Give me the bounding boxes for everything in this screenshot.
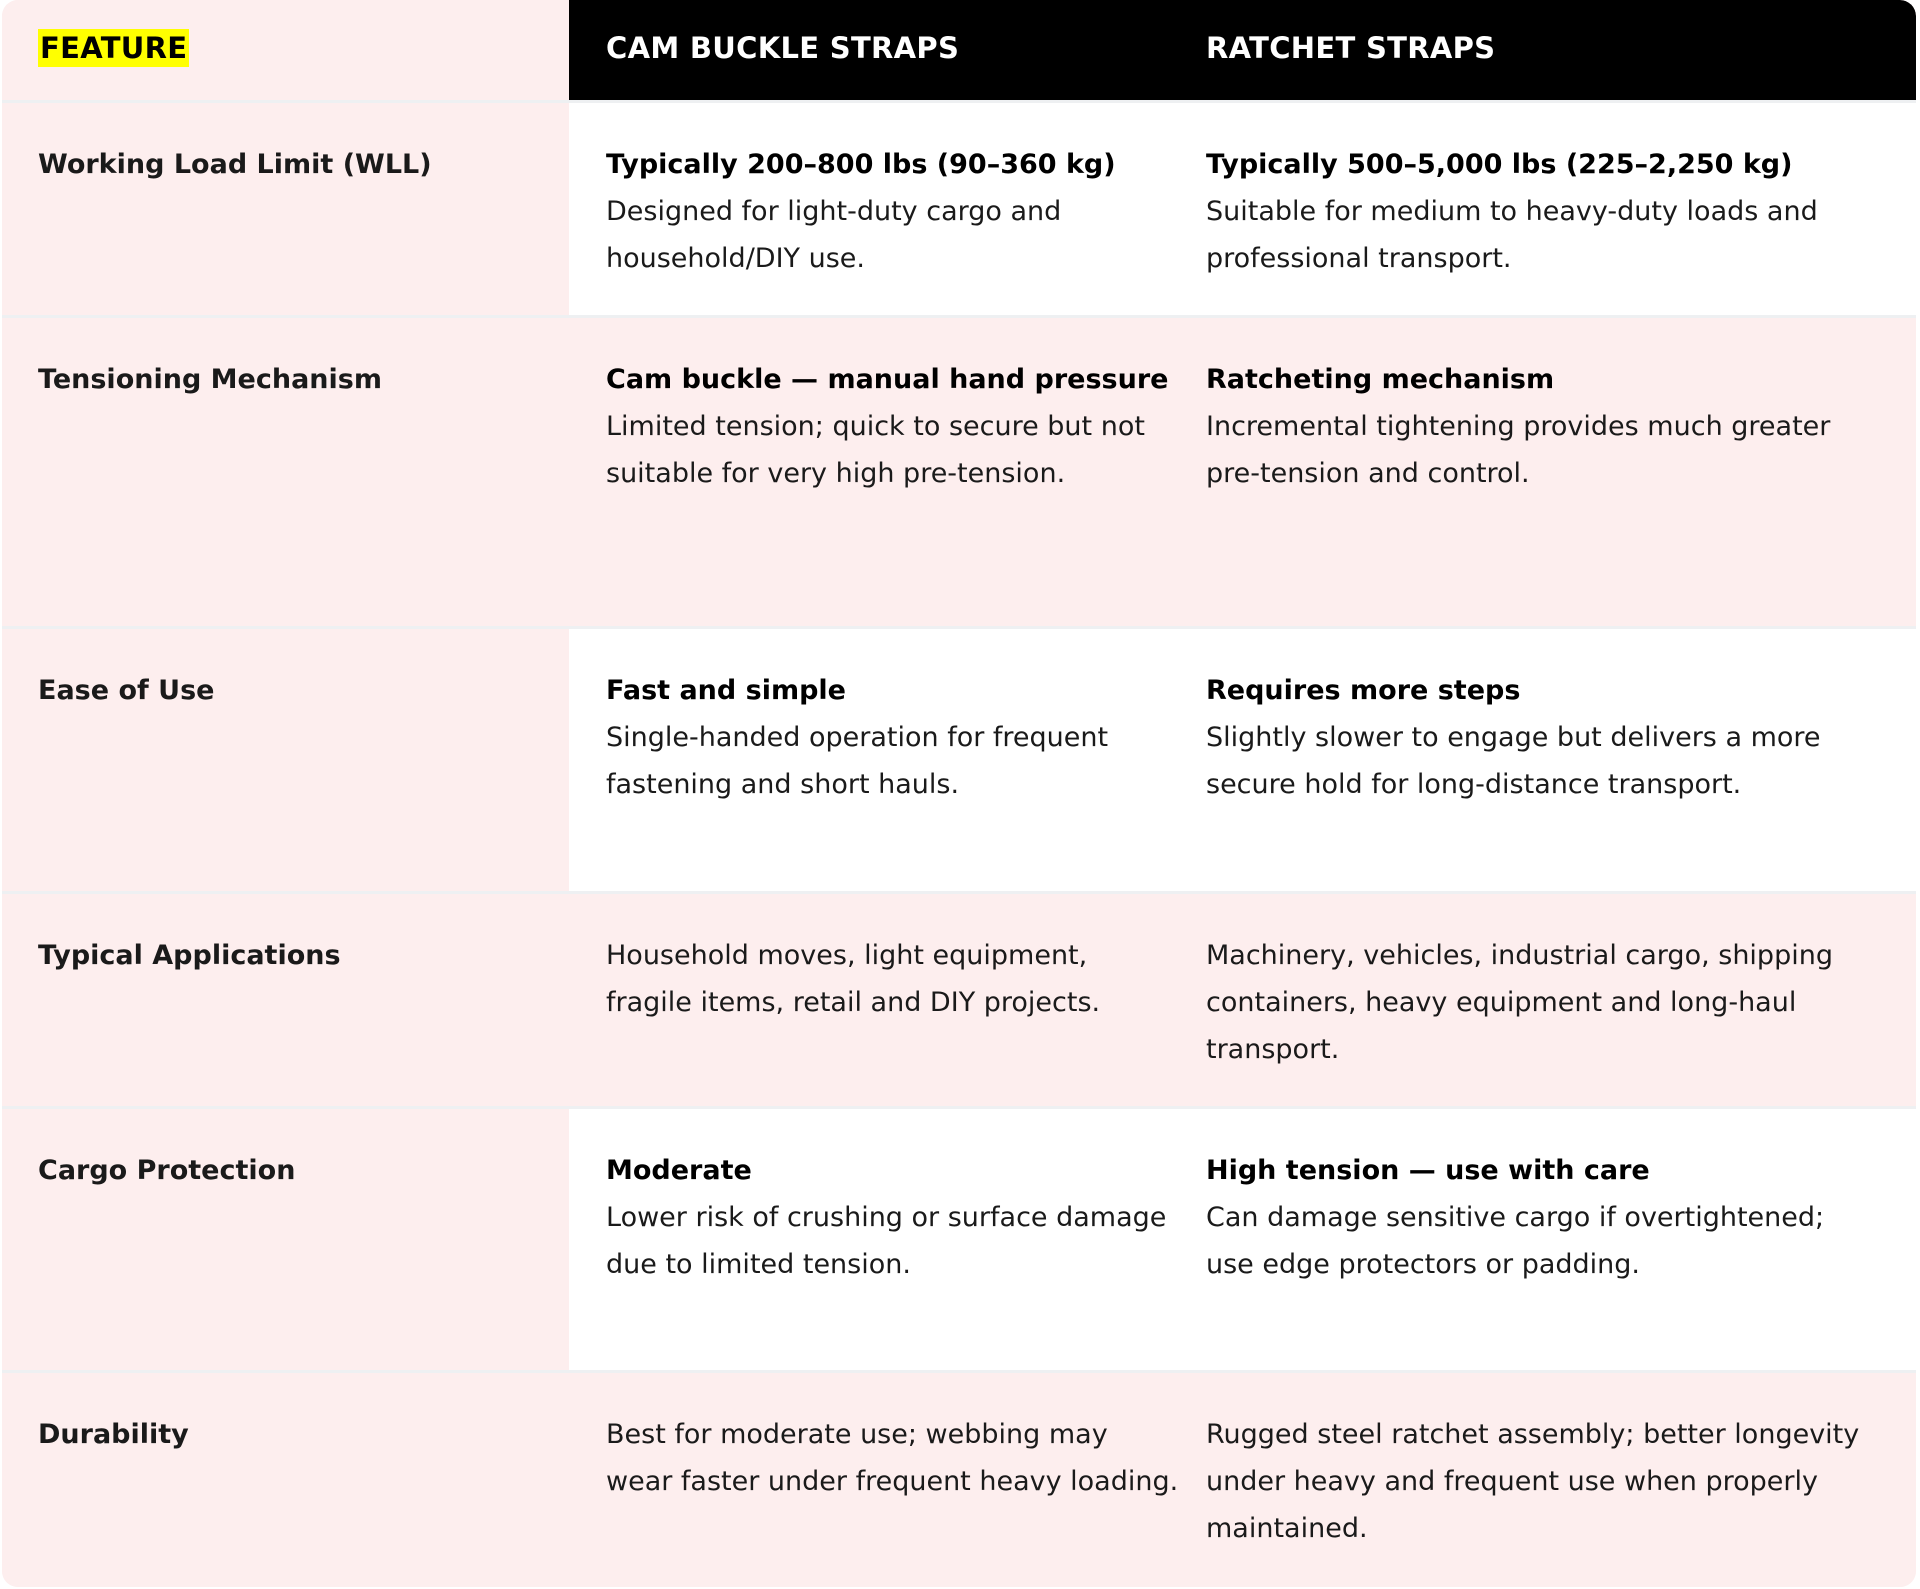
header-feature <box>2 0 569 100</box>
cam-cell <box>569 318 1179 626</box>
header-ratchet: RATCHET STRAPS <box>1179 0 1916 100</box>
ratchet-cell <box>1179 894 1916 1106</box>
cam-cell <box>569 629 1179 891</box>
ratchet-bold: Typically 500–5,000 lbs (225–2,250 kg) <box>1206 149 1793 180</box>
cam-text: Best for moderate use; webbing may wear faster under frequent heavy loading. <box>606 1419 1179 1497</box>
ratchet-bold: Requires more steps <box>1206 675 1521 706</box>
ratchet-text: Incremental tightening provides much greater pre-tension and control. <box>1206 411 1831 489</box>
ratchet-cell <box>1179 1109 1916 1370</box>
cam-cell <box>569 1373 1179 1587</box>
feature-label: Cargo Protection <box>2 1109 569 1370</box>
cam-text: Limited tension; quick to secure but not suitable for very high pre-tension. <box>606 411 1145 489</box>
table-row <box>2 1373 1916 1587</box>
cam-text: Single-handed operation for frequent fastening and short hauls. <box>606 722 1109 800</box>
cam-bold: Cam buckle — manual hand pressure <box>606 364 1169 395</box>
table-row <box>2 103 1916 318</box>
ratchet-bold: High tension — use with care <box>1206 1155 1650 1186</box>
table-header-row <box>2 0 1916 103</box>
table-row <box>2 629 1916 894</box>
ratchet-cell <box>1179 1373 1916 1587</box>
feature-highlight: FEATURE <box>40 31 188 65</box>
ratchet-text: Machinery, vehicles, industrial cargo, shipping containers, heavy equipment and long-haul transport. <box>1206 940 1833 1065</box>
cam-text: Lower risk of crushing or surface damage due to limited tension. <box>606 1202 1167 1280</box>
cam-bold: Typically 200–800 lbs (90–360 kg) <box>606 149 1116 180</box>
ratchet-text: Rugged steel ratchet assembly; better longevity under heavy and frequent use when properly maintained. <box>1206 1419 1860 1544</box>
comparison-table <box>2 0 1916 1587</box>
cam-cell <box>569 894 1179 1106</box>
table-row <box>2 318 1916 629</box>
feature-label: Tensioning Mechanism <box>2 318 569 626</box>
cam-bold: Moderate <box>606 1155 752 1186</box>
cam-text: Designed for light-duty cargo and household/DIY use. <box>606 196 1062 274</box>
ratchet-bold: Ratcheting mechanism <box>1206 364 1555 395</box>
feature-label: Durability <box>2 1373 569 1587</box>
ratchet-text: Slightly slower to engage but delivers a more secure hold for long-distance transport. <box>1206 722 1821 800</box>
ratchet-cell <box>1179 103 1916 315</box>
header-cam-buckle: CAM BUCKLE STRAPS <box>569 0 1179 100</box>
cam-text: Household moves, light equipment, fragile items, retail and DIY projects. <box>606 940 1101 1018</box>
table-row <box>2 894 1916 1109</box>
cam-bold: Fast and simple <box>606 675 846 706</box>
cam-cell <box>569 1109 1179 1370</box>
feature-label: Working Load Limit (WLL) <box>2 103 569 315</box>
ratchet-cell <box>1179 629 1916 891</box>
cam-cell <box>569 103 1179 315</box>
table-row <box>2 1109 1916 1373</box>
ratchet-text: Suitable for medium to heavy-duty loads and professional transport. <box>1206 196 1818 274</box>
feature-label: Typical Applications <box>2 894 569 1106</box>
feature-label: Ease of Use <box>2 629 569 891</box>
ratchet-cell <box>1179 318 1916 626</box>
ratchet-text: Can damage sensitive cargo if overtightened; use edge protectors or padding. <box>1206 1202 1825 1280</box>
